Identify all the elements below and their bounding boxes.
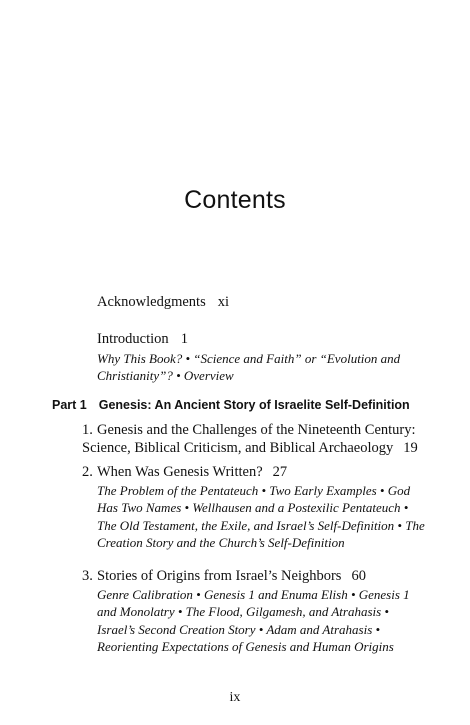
chapter-page-number: 60 [351, 568, 366, 584]
chapter-number: 1. [82, 422, 93, 438]
chapter-entry[interactable] [82, 464, 427, 552]
part-label: Part 1 [52, 398, 87, 412]
chapter-subtopics: Genre Calibration • Genesis 1 and Enuma Elish • Genesis 1 and Monolatry • The Flood, Gilgamesh, and Atrahasis • Israel’s Second Creation Story • Adam and Atrahasis • Reorienting Expectations of Genesis and Human Origins [97, 586, 410, 654]
chapter-subtopics: The Problem of the Pentateuch • Two Early Examples • God Has Two Names • Wellhausen and a Postexilic Pentateuch • The Old Testament, the Exile, and Israel’s Self-Definition • The Creation Story and the Church’s Self-Definition [97, 482, 425, 550]
part-heading [52, 398, 410, 412]
chapter-page-number: 19 [403, 439, 418, 456]
entry-label: Introduction [97, 331, 169, 347]
chapter-entry[interactable] [82, 568, 427, 656]
chapter-title-line [82, 422, 427, 457]
introduction-subtopics: Why This Book? • “Science and Faith” or “Evolution and Christianity”? • Overview [97, 351, 401, 383]
chapter-title-line [82, 464, 427, 482]
entry-label: Acknowledgments [97, 294, 206, 310]
part-title: Genesis: An Ancient Story of Israelite Self-Definition [98, 398, 410, 412]
chapter-number: 3. [82, 568, 93, 584]
toc-entry-introduction[interactable] [97, 330, 188, 348]
chapter-title: Stories of Origins from Israel’s Neighbors [97, 568, 342, 584]
toc-entry-acknowledgments[interactable] [97, 293, 229, 311]
page-folio: ix [229, 690, 241, 705]
entry-page-number: xi [217, 294, 230, 310]
chapter-title-line [82, 568, 427, 586]
chapter-title: When Was Genesis Written? [97, 464, 263, 480]
chapter-entry[interactable] [82, 422, 427, 457]
chapter-title: Genesis and the Challenges of the Nineteenth Century: Science, Biblical Criticism, and Biblical Archaeology [82, 422, 416, 456]
chapter-number: 2. [82, 464, 93, 480]
entry-page-number: 1 [180, 331, 188, 347]
page-title: Contents [184, 186, 286, 214]
chapter-page-number: 27 [272, 464, 288, 480]
